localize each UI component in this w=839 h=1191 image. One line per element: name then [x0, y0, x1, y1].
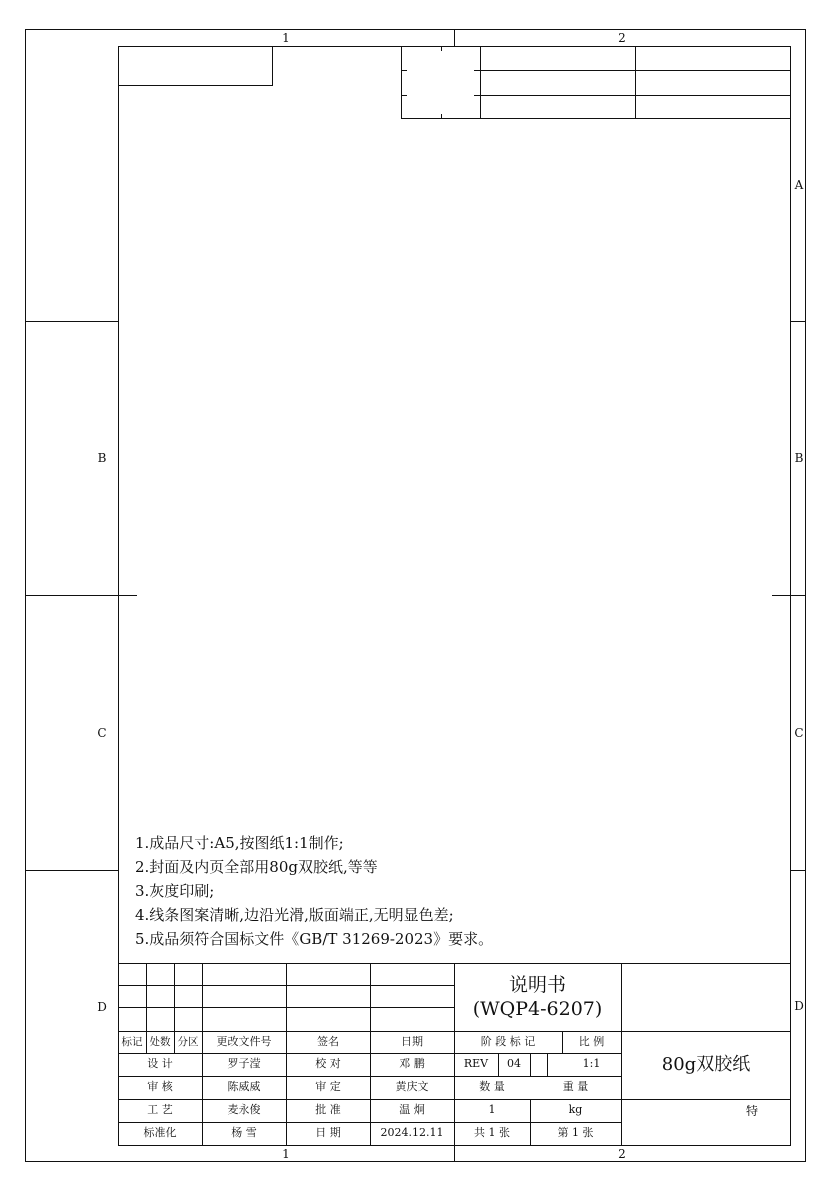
- note-5: 5.成品须符合国标文件《GB/T 31269-2023》要求。: [135, 930, 494, 948]
- header-date: 日期: [401, 1035, 423, 1048]
- reference-table-tick: [401, 95, 407, 96]
- header-scale: 比 例: [578, 1035, 605, 1048]
- zone-divider-right-3: [791, 870, 806, 871]
- zone-divider-left-1: [25, 321, 118, 322]
- role-date: 日 期: [315, 1126, 341, 1139]
- zone-divider-right-2: [772, 595, 806, 596]
- header-zone: 分区: [177, 1036, 199, 1048]
- header-sign: 签名: [317, 1035, 339, 1048]
- header-stage-mark: 阶 段 标 记: [480, 1035, 536, 1048]
- material-name: 80g双胶纸: [661, 1054, 751, 1075]
- zone-label-right-c: C: [794, 726, 804, 740]
- sheet-number: 第 1 张: [557, 1126, 594, 1139]
- drawing-title: 说明书: [508, 974, 566, 996]
- company-name: 特: [745, 1104, 758, 1118]
- role-proofread: 校 对: [315, 1057, 341, 1070]
- reference-table-divider: [480, 70, 791, 71]
- drawing-code-box: [118, 46, 273, 86]
- zone-divider-left-3: [25, 870, 118, 871]
- weight-label: 重 量: [562, 1080, 589, 1093]
- title-block-grid-line: [530, 1054, 531, 1076]
- role-ratify: 批 准: [315, 1103, 341, 1116]
- header-count: 处数: [149, 1036, 171, 1048]
- note-4: 4.线条图案清晰,边沿光滑,版面端正,无明显色差;: [135, 906, 454, 924]
- zone-label-top-1: 1: [282, 31, 290, 45]
- title-block-grid-line: [547, 1054, 548, 1076]
- reference-table-tick: [474, 70, 480, 71]
- role-review: 审 核: [147, 1080, 173, 1093]
- name-process: 麦永俊: [227, 1103, 261, 1116]
- zone-label-left-d: D: [97, 1000, 107, 1014]
- name-review: 陈威威: [227, 1080, 261, 1093]
- zone-label-right-a: A: [794, 178, 804, 192]
- scale-value: 1:1: [582, 1057, 601, 1070]
- reference-table-divider: [480, 46, 481, 119]
- qty-label: 数 量: [479, 1080, 505, 1093]
- zone-label-left-b: B: [97, 451, 107, 465]
- weight-unit: kg: [568, 1103, 583, 1116]
- name-standardization: 杨 雪: [231, 1126, 257, 1139]
- rev-value: 04: [507, 1057, 521, 1070]
- reference-table: [401, 46, 791, 119]
- reference-table-divider: [480, 95, 791, 96]
- role-standardization: 标准化: [143, 1126, 177, 1139]
- reference-table-divider: [635, 46, 636, 119]
- zone-divider-right-1: [791, 321, 806, 322]
- zone-label-bottom-2: 2: [618, 1147, 626, 1161]
- qty-value: 1: [488, 1103, 496, 1116]
- total-sheets: 共 1 张: [474, 1126, 510, 1139]
- name-proofread: 邓 鹏: [399, 1057, 425, 1070]
- role-design: 设 计: [147, 1057, 173, 1070]
- note-1: 1.成品尺寸:A5,按图纸1:1制作;: [135, 834, 344, 852]
- zone-divider-top: [454, 29, 455, 46]
- zone-divider-left-2: [25, 595, 137, 596]
- name-approve: 黄庆文: [395, 1080, 429, 1093]
- note-2: 2.封面及内页全部用80g双胶纸,等等: [135, 858, 378, 876]
- reference-table-tick: [441, 46, 442, 51]
- reference-table-tick: [401, 70, 407, 71]
- note-3: 3.灰度印刷;: [135, 882, 215, 900]
- zone-label-bottom-1: 1: [282, 1147, 290, 1161]
- zone-label-right-b: B: [794, 451, 804, 465]
- rev-label: REV: [463, 1057, 489, 1070]
- reference-table-tick: [441, 114, 442, 119]
- zone-label-left-c: C: [97, 726, 107, 740]
- header-change-doc: 更改文件号: [216, 1035, 272, 1048]
- issue-date: 2024.12.11: [380, 1126, 444, 1139]
- drawing-number: (WQP4-6207): [472, 998, 603, 1020]
- name-design: 罗子滢: [227, 1057, 261, 1070]
- role-approve: 审 定: [315, 1080, 341, 1093]
- name-ratify: 温 炯: [399, 1103, 425, 1116]
- zone-label-top-2: 2: [618, 31, 626, 45]
- zone-divider-bottom: [454, 1146, 455, 1162]
- zone-label-right-d: D: [794, 999, 804, 1013]
- reference-table-tick: [474, 95, 480, 96]
- header-mark: 标记: [121, 1036, 143, 1048]
- role-process: 工 艺: [147, 1103, 173, 1116]
